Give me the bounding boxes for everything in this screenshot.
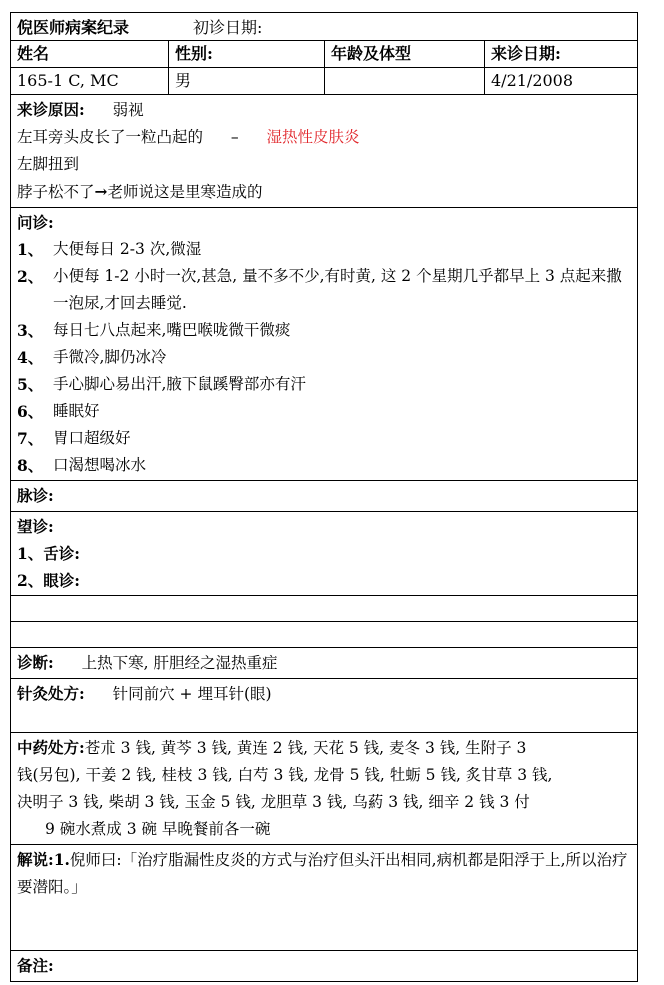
inquiry-list — [17, 236, 631, 479]
herbal-section — [11, 733, 637, 845]
age-build-header: 年龄及体型 — [325, 41, 485, 67]
name-value: 165-1 C, MC — [11, 68, 169, 94]
herbal-label: 中药处方: — [17, 738, 85, 757]
tongue-diagnosis-label: 1、舌诊: — [17, 544, 81, 563]
list-item: 7、 胃口超级好 — [17, 429, 131, 448]
age-build-value — [325, 68, 485, 94]
notes-section — [11, 951, 637, 981]
pulse-label: 脉诊: — [17, 486, 54, 505]
case-record-form — [10, 12, 638, 982]
eye-diagnosis-label: 2、眼诊: — [17, 571, 81, 590]
list-item: 3、 每日七八点起来,嘴巴喉咙微干微痰 — [17, 321, 291, 340]
visit-date-header: 来诊日期: — [491, 44, 561, 63]
visit-reason-value: 弱视 — [112, 101, 144, 119]
reason-line-1: 左耳旁头皮长了一粒凸起的 — [17, 128, 204, 146]
explanation-text: 倪师曰:「治疗脂漏性皮炎的方式与治疗但头汗出相同,病机都是阳浮于上,所以治疗要潜阳。」 — [17, 851, 628, 896]
list-item: 2、 小便每 1-2 小时一次,甚急, 量不多不少,有时黄, 这 2 个星期几乎都早上 3 点起来撒一泡尿,才回去睡觉. — [17, 267, 622, 312]
explanation-label: 解说: — [17, 850, 54, 869]
visit-date-value: 4/21/2008 — [491, 71, 574, 90]
observation-label: 望诊: — [17, 517, 54, 536]
acupuncture-section — [11, 679, 637, 733]
inquiry-label: 问诊: — [17, 213, 54, 232]
list-item: 5、 手心脚心易出汗,腋下鼠蹊臀部亦有汗 — [17, 375, 306, 394]
inquiry-section — [11, 208, 637, 481]
reason-dash: – — [230, 128, 239, 146]
visit-reason-label: 来诊原因: — [17, 100, 85, 119]
name-header: 姓名 — [11, 41, 169, 67]
first-visit-date-label: 初诊日期: — [193, 18, 263, 37]
diagnosis-label: 诊断: — [17, 653, 54, 672]
patient-table-values — [11, 68, 637, 95]
herbal-line-4: 9 碗水煮成 3 碗 早晚餐前各一碗 — [45, 820, 271, 838]
reason-diagnosis-highlight: 湿热性皮肤炎 — [266, 128, 360, 146]
pulse-section — [11, 481, 637, 512]
acupuncture-value: 针同前穴 + 埋耳针(眼) — [112, 685, 272, 703]
explanation-section — [11, 845, 637, 951]
visit-reason-section — [11, 95, 637, 208]
patient-table-header — [11, 41, 637, 68]
right-arrow-icon: → — [94, 182, 108, 201]
herbal-line-2: 钱(另包), 干姜 2 钱, 桂枝 3 钱, 白芍 3 钱, 龙骨 5 钱, 牡蛎 5 钱, 炙甘草 3 钱, — [17, 766, 553, 784]
reason-line-3a: 脖子松不了 — [17, 183, 95, 201]
reason-line-3b: 老师说这是里寒造成的 — [107, 183, 263, 201]
diagnosis-section — [11, 648, 637, 679]
gender-header: 性别: — [169, 41, 325, 67]
notes-label: 备注: — [17, 956, 54, 975]
herbal-line-3: 决明子 3 钱, 柴胡 3 钱, 玉金 5 钱, 龙胆草 3 钱, 乌葯 3 钱, 细辛 2 钱 3 付 — [17, 793, 530, 811]
list-item: 6、 睡眠好 — [17, 402, 100, 421]
list-item: 1、 大便每日 2-3 次,微湿 — [17, 240, 202, 259]
observation-section — [11, 512, 637, 596]
gender-value: 男 — [169, 68, 325, 94]
list-item: 4、 手微冷,脚仍冰冷 — [17, 348, 167, 367]
blank-row — [11, 596, 637, 622]
explanation-number: 1. — [53, 850, 70, 869]
herbal-line-1: 苍朮 3 钱, 黄芩 3 钱, 黄连 2 钱, 天花 5 钱, 麦冬 3 钱, 生附子 3 — [84, 739, 527, 757]
title-row — [11, 13, 637, 41]
acupuncture-label: 针灸处方: — [17, 684, 85, 703]
page-title: 倪医师病案纪录 — [17, 18, 130, 37]
list-item: 8、 口渴想喝冰水 — [17, 456, 147, 475]
diagnosis-value: 上热下寒, 肝胆经之湿热重症 — [81, 654, 278, 672]
reason-line-2: 左脚扭到 — [17, 155, 80, 173]
blank-row — [11, 622, 637, 648]
